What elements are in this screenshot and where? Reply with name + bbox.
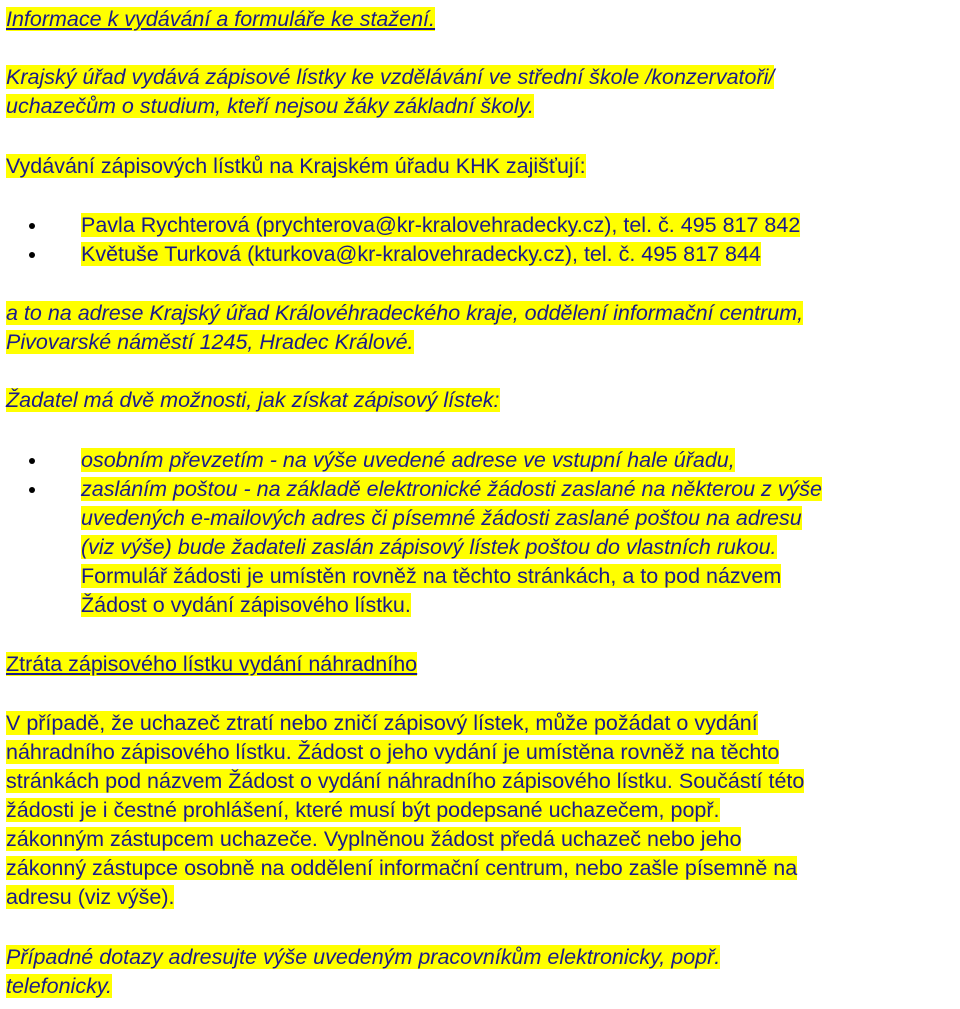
address-paragraph [6,299,803,357]
option-line: uvedených e-mailových adres či písemné žádosti zaslané poštou na adresu [81,506,802,530]
option-line: zasláním poštou - na základě elektronické žádosti zaslané na některou z výše [81,477,822,501]
loss-line: stránkách pod názvem Žádost o vydání náhradního zápisového lístku. Součástí této [6,769,805,793]
option-line: (viz výše) bude žadateli zaslán zápisový lístek poštou do vlastních rukou. [81,535,777,559]
option-line: Žádost o vydání zápisového lístku. [81,593,411,617]
loss-heading [6,650,417,679]
heading-text: Informace k vydávání a formuláře ke stažení. [6,7,436,31]
issuer-contact: Pavla Rychterová (prychterova@kr-kralovehradecky.cz), tel. č. 495 817 842 [81,213,801,237]
issuer-contact: Květuše Turková (kturkova@kr-kralovehradecky.cz), tel. č. 495 817 844 [81,242,761,266]
loss-line: V případě, že uchazeč ztratí nebo zničí zápisový lístek, může požádat o vydání [6,711,758,735]
contact-paragraph [6,943,720,1001]
list-item [6,240,956,269]
loss-line: zákonným zástupcem uchazeče. Vyplněnou žádost předá uchazeč nebo jeho [6,827,742,851]
intro-line: Krajský úřad vydává zápisové lístky ke vzdělávání ve střední škole /konzervatoři/ [6,65,775,89]
options-list [6,446,956,620]
address-line: Pivovarské náměstí 1245, Hradec Králové. [6,330,414,354]
page-heading [6,5,435,34]
loss-paragraph [6,709,804,912]
loss-line: zákonný zástupce osobně na oddělení informační centrum, nebo zašle písemně na [6,856,798,880]
loss-heading-text: Ztráta zápisového lístku vydání náhradního [6,652,418,676]
issuers-list [6,211,956,269]
list-item [6,446,956,475]
bullet-icon [29,487,35,493]
bullet-icon [29,458,35,464]
list-item [6,475,956,620]
options-intro-text: Žadatel má dvě možnosti, jak získat zápisový lístek: [6,388,500,412]
issuers-intro [6,152,586,181]
intro-paragraph [6,63,774,121]
contact-line: telefonicky. [6,974,112,998]
options-intro [6,386,500,415]
loss-line: žádosti je i čestné prohlášení, které musí být podepsané uchazečem, popř. [6,798,720,822]
intro-line: uchazečům o studium, kteří nejsou žáky základní školy. [6,94,534,118]
list-item [6,211,956,240]
loss-line: adresu (viz výše). [6,885,175,909]
contact-line: Případné dotazy adresujte výše uvedeným pracovníkům elektronicky, popř. [6,945,721,969]
option-line: Formulář žádosti je umístěn rovněž na těchto stránkách, a to pod názvem [81,564,782,588]
bullet-icon [29,223,35,229]
address-line: a to na adrese Krajský úřad Královéhradeckého kraje, oddělení informační centrum, [6,301,804,325]
bullet-icon [29,252,35,258]
loss-line: náhradního zápisového lístku. Žádost o jeho vydání je umístěna rovněž na těchto [6,740,780,764]
option-line: osobním převzetím - na výše uvedené adrese ve vstupní hale úřadu, [81,448,735,472]
issuers-intro-text: Vydávání zápisových lístků na Krajském úřadu KHK zajišťují: [6,154,586,178]
